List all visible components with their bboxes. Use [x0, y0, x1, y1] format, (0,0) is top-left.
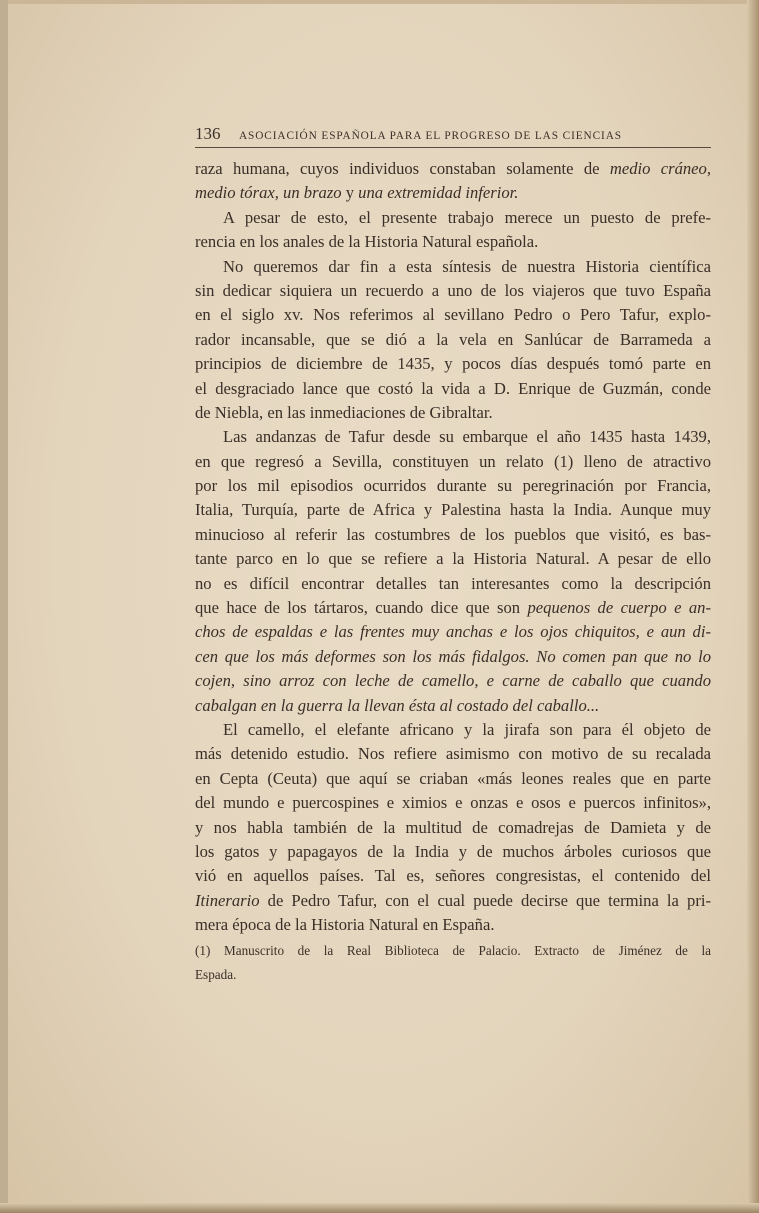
text-run: del mundo e puercospines e ximios e onzas e osos e puercos infinitos»,	[195, 793, 711, 813]
italic-text: chos de espaldas e las frentes muy anchas e los ojos chiquitos, e aun di-	[195, 622, 711, 642]
text-run: el desgraciado lance que costó la vida a D. Enrique de Guzmán, conde	[195, 378, 711, 398]
italic-text: cabalgan en la guerra la llevan ésta al costado del caballo...	[195, 695, 600, 715]
italic-text: una extremidad inferior.	[358, 183, 519, 203]
body-line	[195, 279, 711, 303]
text-run: El camello, el elefante africano y la jirafa son para él objeto de	[223, 719, 711, 739]
text-run: No queremos dar fin a esta síntesis de nuestra Historia científica	[223, 256, 711, 276]
body-line	[195, 328, 711, 352]
body-line	[195, 840, 711, 864]
body-line	[195, 718, 711, 742]
footnote-line-1: (1) Manuscrito de la Real Biblioteca de Palacio. Extracto de Jiménez de la	[195, 943, 711, 958]
text-run: no es difícil encontrar detalles tan interesantes como la descripción	[195, 573, 711, 593]
text-run: A pesar de esto, el presente trabajo merece un puesto de prefe-	[223, 207, 711, 227]
text-run: en que regresó a Sevilla, constituyen un relato (1) lleno de atractivo	[195, 451, 711, 471]
body-line	[195, 767, 711, 791]
body-line	[195, 816, 711, 840]
text-run: rencia en los anales de la Historia Natural española.	[195, 232, 539, 252]
text-run: de Pedro Tafur, con el cual puede decirse que termina la pri-	[259, 890, 711, 910]
page-top-edge	[0, 0, 759, 4]
body-line	[195, 596, 711, 620]
text-run: rador incansable, que se dió a la vela en Sanlúcar de Barrameda a	[195, 329, 711, 349]
italic-text: cen que los más deformes son los más fidalgos. No comen pan que no lo	[195, 646, 711, 666]
body-text	[195, 157, 711, 938]
text-run: minucioso al referir las costumbres de los pueblos que visitó, es bas-	[195, 524, 711, 544]
body-line	[195, 547, 711, 571]
body-line	[195, 864, 711, 888]
italic-text: medio tórax, un brazo	[195, 183, 342, 203]
running-head: ASOCIACIÓN ESPAÑOLA PARA EL PROGRESO DE LAS CIENCIAS	[239, 130, 622, 142]
body-line	[195, 889, 711, 913]
text-run: mera época de la Historia Natural en España.	[195, 915, 495, 935]
body-line	[195, 913, 711, 937]
italic-text: Itinerario	[195, 890, 260, 910]
body-line	[195, 303, 711, 327]
body-line	[195, 791, 711, 815]
footnote-line-2: Espada.	[195, 967, 237, 983]
text-run: y	[341, 183, 359, 203]
body-line	[195, 694, 711, 718]
text-run: principios de diciembre de 1435, y pocos días después tomó parte en	[195, 354, 711, 374]
body-line	[195, 181, 711, 205]
italic-text: medio cráneo,	[609, 159, 711, 178]
body-line	[195, 230, 711, 254]
text-run: más detenido estudio. Nos refiere asimismo con motivo de su recalada	[195, 744, 711, 764]
body-line	[195, 450, 711, 474]
body-line	[195, 523, 711, 547]
text-run: raza humana, cuyos individuos constaban solamente de	[195, 159, 610, 178]
text-run: por los mil episodios ocurridos durante su peregrinación por Francia,	[195, 476, 711, 496]
body-line	[195, 645, 711, 669]
text-run: vió en aquellos países. Tal es, señores congresistas, el contenido del	[195, 866, 711, 886]
page-right-edge	[747, 0, 759, 1213]
page-header	[195, 124, 711, 144]
body-line	[195, 498, 711, 522]
body-line	[195, 206, 711, 230]
body-line	[195, 352, 711, 376]
body-line	[195, 474, 711, 498]
body-line	[195, 377, 711, 401]
body-line	[195, 157, 711, 181]
body-line	[195, 401, 711, 425]
italic-text: cojen, sino arroz con leche de camello, e carne de caballo que cuando	[195, 671, 711, 691]
header-rule	[195, 147, 711, 148]
text-run: sin dedicar siquiera un recuerdo a uno de los viajeros que tuvo España	[195, 280, 711, 300]
text-run: y nos habla también de la multitud de comadrejas de Damieta y de	[195, 817, 711, 837]
body-line	[195, 620, 711, 644]
text-run: en el siglo xv. Nos referimos al sevillano Pedro o Pero Tafur, explo-	[195, 305, 711, 325]
text-run: de Niebla, en las inmediaciones de Gibraltar.	[195, 402, 493, 422]
page-left-edge	[0, 0, 8, 1213]
page-number: 136	[195, 124, 221, 143]
italic-text: pequenos de cuerpo e an-	[527, 598, 711, 618]
body-line	[195, 669, 711, 693]
body-line	[195, 742, 711, 766]
text-run: que hace de los tártaros, cuando dice que son	[195, 598, 528, 618]
text-run: tante parco en lo que se refiere a la Historia Natural. A pesar de ello	[195, 549, 711, 569]
page-bottom-edge	[0, 1203, 759, 1213]
footnote	[195, 940, 711, 985]
body-line	[195, 425, 711, 449]
body-line	[195, 572, 711, 596]
text-run: en Cepta (Ceuta) que aquí se criaban «más leones reales que en parte	[195, 768, 711, 788]
text-run: los gatos y papagayos de la India y de muchos árboles curiosos que	[195, 841, 711, 861]
text-run: Las andanzas de Tafur desde su embarque el año 1435 hasta 1439,	[223, 427, 711, 447]
text-run: Italia, Turquía, parte de Africa y Palestina hasta la India. Aunque muy	[195, 500, 711, 520]
body-line	[195, 255, 711, 279]
